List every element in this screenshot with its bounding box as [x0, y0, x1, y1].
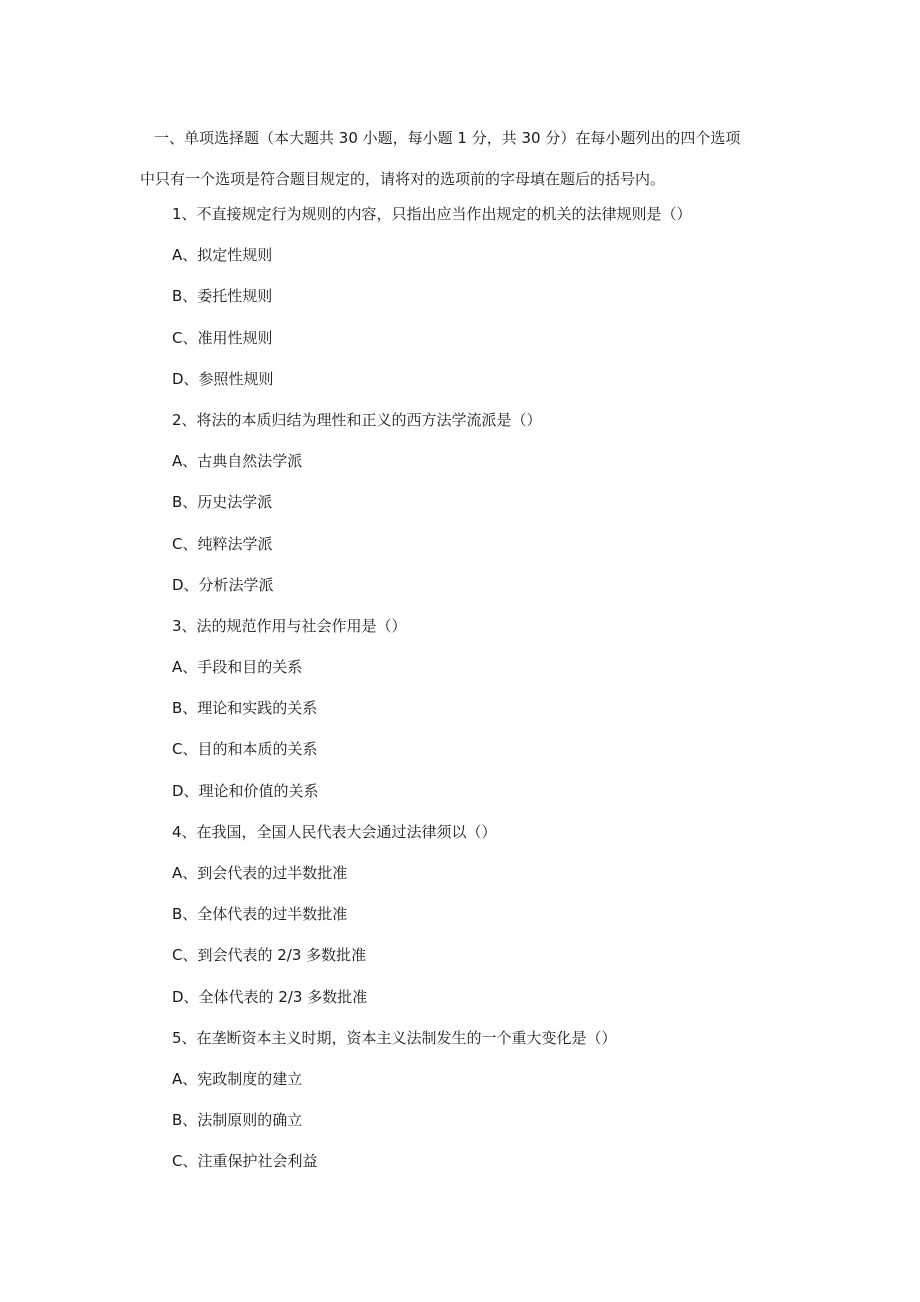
- answer-option: B、理论和实践的关系: [172, 699, 318, 718]
- answer-option: A、手段和目的关系: [172, 658, 303, 677]
- answer-option: C、纯粹法学派: [172, 534, 273, 553]
- question-stem: 5、在垄断资本主义时期，资本主义法制发生的一个重大变化是（）: [172, 1028, 617, 1047]
- answer-option: C、注重保护社会利益: [172, 1152, 318, 1171]
- question-stem: 3、法的规范作用与社会作用是（）: [172, 616, 407, 635]
- answer-option: B、全体代表的过半数批准: [172, 905, 348, 924]
- answer-option: D、参照性规则: [172, 369, 274, 388]
- answer-option: D、全体代表的 2/3 多数批准: [172, 987, 368, 1006]
- answer-option: D、理论和价值的关系: [172, 781, 319, 800]
- answer-option: B、委托性规则: [172, 287, 273, 306]
- question-stem: 2、将法的本质归结为理性和正义的西方法学流派是（）: [172, 410, 542, 429]
- answer-option: A、宪政制度的建立: [172, 1069, 303, 1088]
- question-stem: 4、在我国，全国人民代表大会通过法律须以（）: [172, 822, 497, 841]
- answer-option: A、到会代表的过半数批准: [172, 864, 348, 882]
- question-stem: 1、不直接规定行为规则的内容，只指出应当作出规定的机关的法律规则是（）: [172, 205, 692, 223]
- question-list: [172, 199, 812, 1188]
- answer-option: C、准用性规则: [172, 328, 273, 347]
- answer-option: A、拟定性规则: [172, 246, 273, 265]
- instructions-line-2: 中只有一个选项是符合题目规定的，请将对的选项前的字母填在题后的括号内。: [140, 170, 666, 188]
- answer-option: D、分析法学派: [172, 575, 274, 594]
- section-instructions: [140, 118, 790, 200]
- answer-option: C、到会代表的 2/3 多数批准: [172, 946, 367, 965]
- answer-option: B、历史法学派: [172, 493, 273, 512]
- answer-option: A、古典自然法学派: [172, 452, 303, 471]
- answer-option: B、法制原则的确立: [172, 1111, 303, 1130]
- answer-option: C、目的和本质的关系: [172, 740, 318, 759]
- instructions-line-1: 一、单项选择题（本大题共 30 小题，每小题 1 分，共 30 分）在每小题列出的四个选项: [154, 129, 741, 147]
